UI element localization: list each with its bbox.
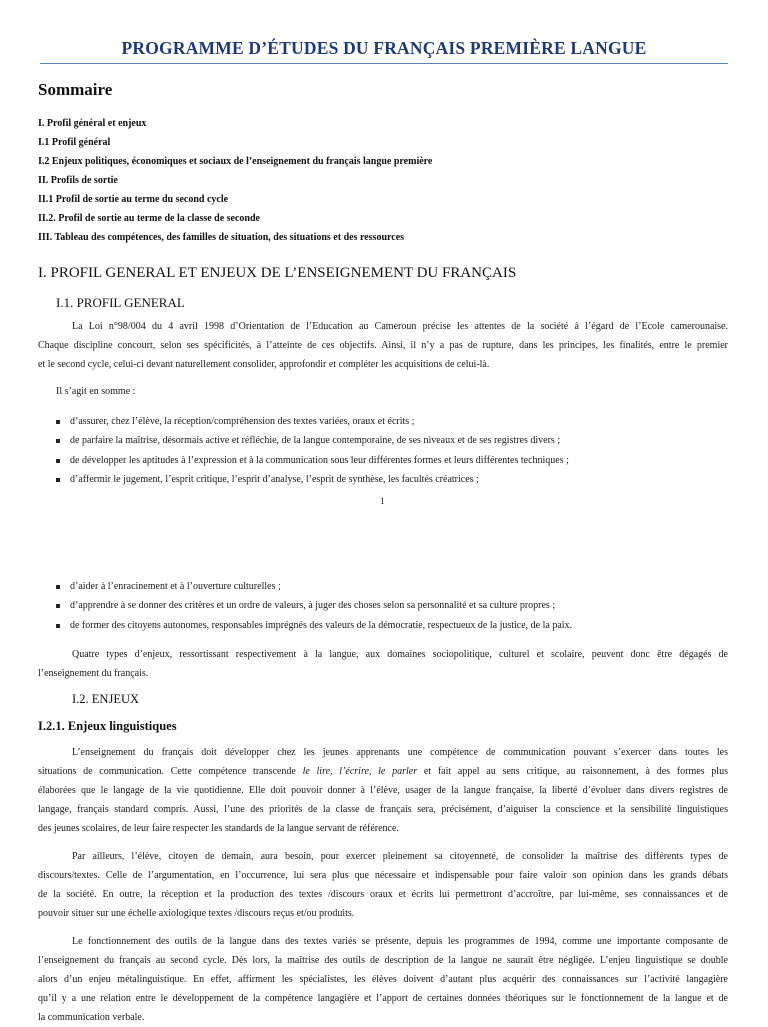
paragraph-line: Chaque discipline concourt, selon ses spécificités, à l’atteinte de ces objectifs. Ainsi, il n’y a pas de rupture, dans les principes, les finalités, entre le premier [38, 340, 728, 351]
toc-item[interactable]: II.2. Profil de sortie au terme de la classe de seconde [38, 213, 260, 224]
paragraph-line: Quatre types d’enjeux, ressortissant respectivement à la langue, aux domaines sociopolitique, culturel et scolaire, peuvent donc être dégagés de [72, 649, 728, 660]
paragraph-line: alors d’un enjeu métalinguistique. En effet, affirment les spécialistes, les élèves doivent d’autant plus acquérir des connaissances sur l’activité langagière [38, 974, 728, 985]
bullet-icon [56, 459, 60, 463]
paragraph-line: La Loi n°98/004 du 4 avril 1998 d’Orientation de l’Education au Cameroun précise les attentes de la société à l’égard de l’Ecole camerounaise. [72, 321, 728, 332]
sommaire-heading: Sommaire [38, 80, 113, 99]
subsection-heading-profil: I.1. PROFIL GENERAL [56, 295, 185, 310]
paragraph-line: des jeunes scolaires, de leur faire respecter les standards de la langue servant de référence. [38, 823, 399, 834]
paragraph-line: Par ailleurs, l’élève, citoyen de demain, aura besoin, pour exercer pleinement sa citoyenneté, de consolider la maîtrise des différents types de [72, 851, 728, 862]
objectives-list-continued [56, 578, 728, 636]
paragraph-line: et fait appel au sens critique, au raisonnement, à des formes plus [417, 766, 728, 777]
list-item: d’aider à l’enracinement et à l’ouverture culturelles ; [56, 578, 728, 597]
toc-item[interactable]: I.2 Enjeux politiques, économiques et sociaux de l’enseignement du français langue première [38, 156, 433, 167]
toc-item[interactable]: II.1 Profil de sortie au terme du second cycle [38, 194, 229, 205]
title-underline [40, 63, 728, 64]
paragraph-line: l’enseignement du français. [38, 668, 149, 679]
toc-item[interactable]: I.1 Profil général [38, 137, 111, 148]
paragraph-line: qu’il y a une relation entre le développement de la compétence langagière et l’apport de certaines données théoriques sur le fonctionnement de la langue et de [38, 993, 728, 1004]
toc-item[interactable]: II. Profils de sortie [38, 175, 118, 186]
objectives-list [56, 413, 728, 490]
paragraph-line: et le second cycle, celui-ci devant naturellement consolider, approfondir et compléter les acquisitions de celui-là. [38, 359, 490, 370]
list-item: de former des citoyens autonomes, responsables imprégnés des valeurs de la démocratie, respectueux de la justice, de la paix. [56, 617, 728, 636]
bullet-icon [56, 478, 60, 482]
paragraph-line: l’enseignement du français au second cycle. Dès lors, la maîtrise des outils de description de la langue ne saurait être négligée. L’enjeu linguistique se double [38, 955, 728, 966]
bullet-icon [56, 420, 60, 424]
subsection-heading-enjeux: I.2. ENJEUX [72, 692, 140, 706]
paragraph-line: Le fonctionnement des outils de la langue dans des textes variés se présente, depuis les programmes de 1994, comme une importante composante de [72, 936, 728, 947]
bullet-icon [56, 585, 60, 589]
toc-item[interactable]: III. Tableau des compétences, des familles de situation, des situations et des ressources [38, 232, 405, 243]
bullet-icon [56, 604, 60, 608]
paragraph-line: pouvoir situer sur une échelle axiologique textes /discours reçus et/ou produits. [38, 908, 355, 919]
list-item: de développer les aptitudes à l’expression et à la communication sous leur différentes formes et leurs différentes techniques ; [56, 452, 728, 471]
paragraph-fonctionnement [38, 932, 728, 1027]
document-title: PROGRAMME D’ÉTUDES DU FRANÇAIS PREMIÈRE LANGUE [121, 38, 647, 58]
paragraph-enjeux [38, 645, 728, 683]
toc-item[interactable]: I. Profil général et enjeux [38, 118, 147, 129]
list-item: de parfaire la maîtrise, désormais active et réfléchie, de la langue contemporaine, de ses niveaux et de ses registres divers ; [56, 432, 728, 451]
paragraph-line: L’enseignement du français doit développer chez les jeunes apprenants une compétence de communication pouvant s’exercer dans toutes les [72, 747, 728, 758]
paragraph-line: discours/textes. Celle de l’argumentation, en l’occurrence, lui sera plus que nécessaire et indispensable pour faire valoir son opinion dans les grands débats [38, 870, 728, 881]
paragraph-line: langage, français standard compris. Aussi, l’une des priorités de la classe de français sera, précisément, d’aiguiser la conscience et la sensibilité linguistiques [38, 804, 728, 815]
paragraph-line: élaborées que le langage de la vie quotidienne. Elle doit pouvoir donner à l’élève, usager de la langue française, la liberté d’évoluer dans divers registres de [38, 785, 728, 796]
paragraph-line: la communication verbale. [38, 1012, 145, 1023]
bullet-icon [56, 624, 60, 628]
subsection-heading-linguistiques: I.2.1. Enjeux linguistiques [38, 719, 177, 733]
paragraph-competence [38, 743, 728, 838]
page-number: 1 [380, 496, 385, 506]
list-item: d’apprendre à se donner des critères et un ordre de valeurs, à juger des choses selon sa personnalité et sa culture propres ; [56, 597, 728, 616]
emphasized-text: le lire, l’écrire, le parler [302, 766, 418, 777]
section-heading: I. PROFIL GENERAL ET ENJEUX DE L’ENSEIGNEMENT DU FRANÇAIS [38, 265, 517, 281]
list-item: d’affermir le jugement, l’esprit critique, l’esprit d’analyse, l’esprit de synthèse, les facultés créatrices ; [56, 471, 728, 490]
paragraph-loi [38, 317, 728, 374]
paragraph-citoyen [38, 847, 728, 923]
intro-text: Il s’agit en somme : [56, 386, 136, 397]
paragraph-line: de la société. En outre, la réception et la production des textes /discours oraux et écrits lui permettront d’accroître, par lui-même, ses connaissances et de [38, 889, 728, 900]
table-of-contents [38, 116, 728, 249]
list-item: d’assurer, chez l’élève, la réception/compréhension des textes variées, oraux et écrits ; [56, 413, 728, 432]
paragraph-line: situations de communication. Cette compétence transcende [38, 766, 303, 777]
bullet-icon [56, 439, 60, 443]
